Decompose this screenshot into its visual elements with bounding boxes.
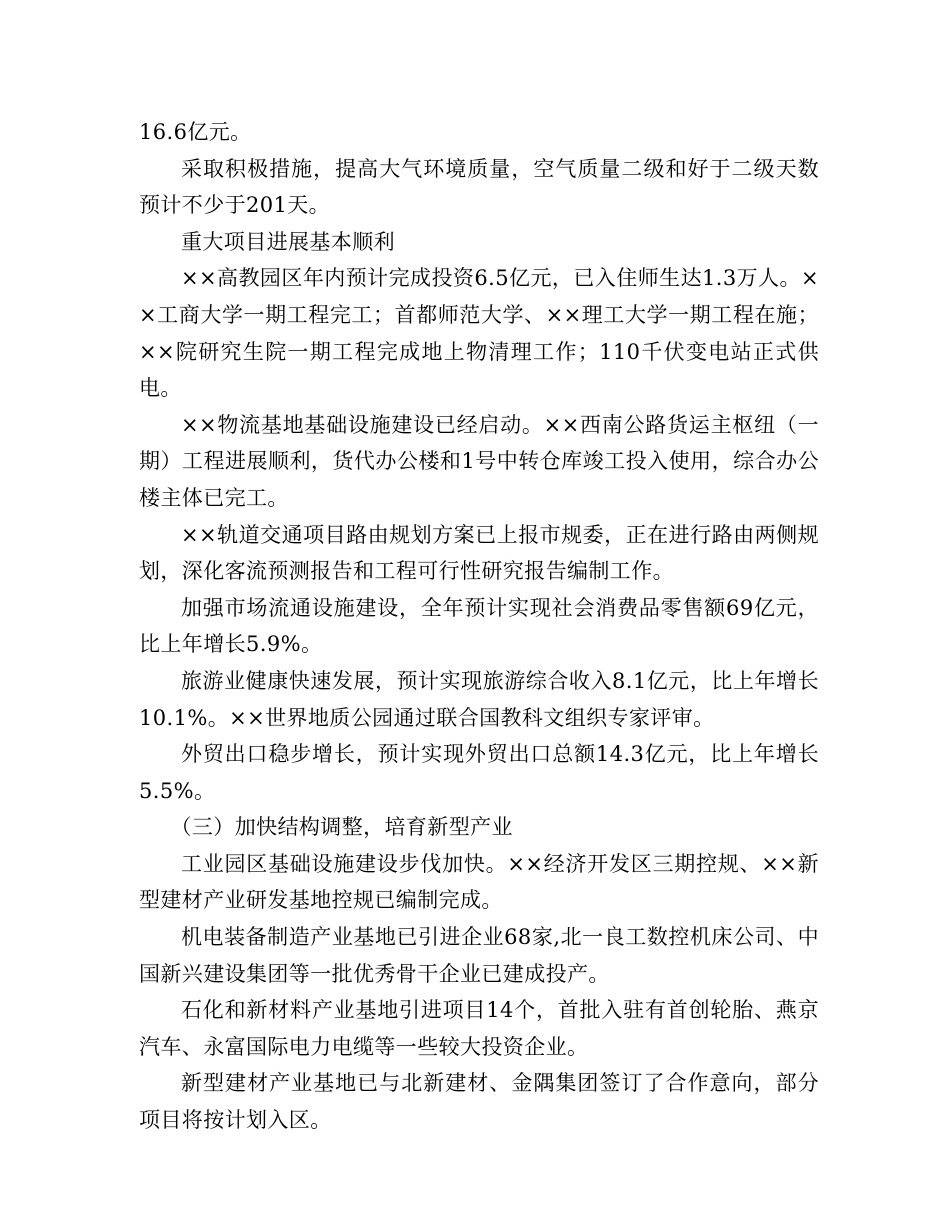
document-body (139, 114, 819, 1139)
paragraph-13: 石化和新材料产业基地引进项目14个，首批入驻有首创轮胎、燕京汽车、永富国际电力电缆等一些较大投资企业。 (139, 998, 819, 1059)
paragraph-6: ××轨道交通项目路由规划方案已上报市规委，正在进行路由两侧规划，深化客流预测报告和工程可行性研究报告编制工作。 (139, 522, 819, 584)
paragraph-12: 机电装备制造产业基地已引进企业68家,北一良工数控机床公司、中国新兴建设集团等一批优秀骨干企业已建成投产。 (139, 925, 819, 986)
paragraph-8: 旅游业健康快速发展，预计实现旅游综合收入8.1亿元，比上年增长10.1%。××世界地质公园通过联合国教科文组织专家评审。 (139, 668, 819, 730)
section-heading-3: （三）加快结构调整，培育新型产业 (170, 815, 513, 840)
paragraph-2: 采取积极措施，提高大气环境质量，空气质量二级和好于二级天数预计不少于201天。 (139, 156, 819, 218)
paragraph-9: 外贸出口稳步增长，预计实现外贸出口总额14.3亿元，比上年增长5.5%。 (139, 742, 819, 803)
paragraph-7: 加强市场流通设施建设，全年预计实现社会消费品零售额69亿元，比上年增长5.9%。 (139, 595, 819, 657)
paragraph-11: 工业园区基础设施建设步伐加快。××经济开发区三期控规、××新型建材产业研发基地控规已编制完成。 (139, 851, 819, 913)
paragraph-4: ××高教园区年内预计完成投资6.5亿元，已入住师生达1.3万人。××工商大学一期工程完工；首都师范大学、××理工大学一期工程在施；××院研究生院一期工程完成地上物清理工作；110千伏变电站正式供电。 (139, 266, 819, 401)
paragraph-3-heading: 重大项目进展基本顺利 (181, 229, 395, 254)
paragraph-14: 新型建材产业基地已与北新建材、金隅集团签订了合作意向，部分项目将按计划入区。 (139, 1071, 819, 1133)
paragraph-5: ××物流基地基础设施建设已经启动。××西南公路货运主枢纽（一期）工程进展顺利，货代办公楼和1号中转仓库竣工投入使用，综合办公楼主体已完工。 (139, 412, 819, 510)
paragraph-1: 16.6亿元。 (139, 120, 252, 144)
